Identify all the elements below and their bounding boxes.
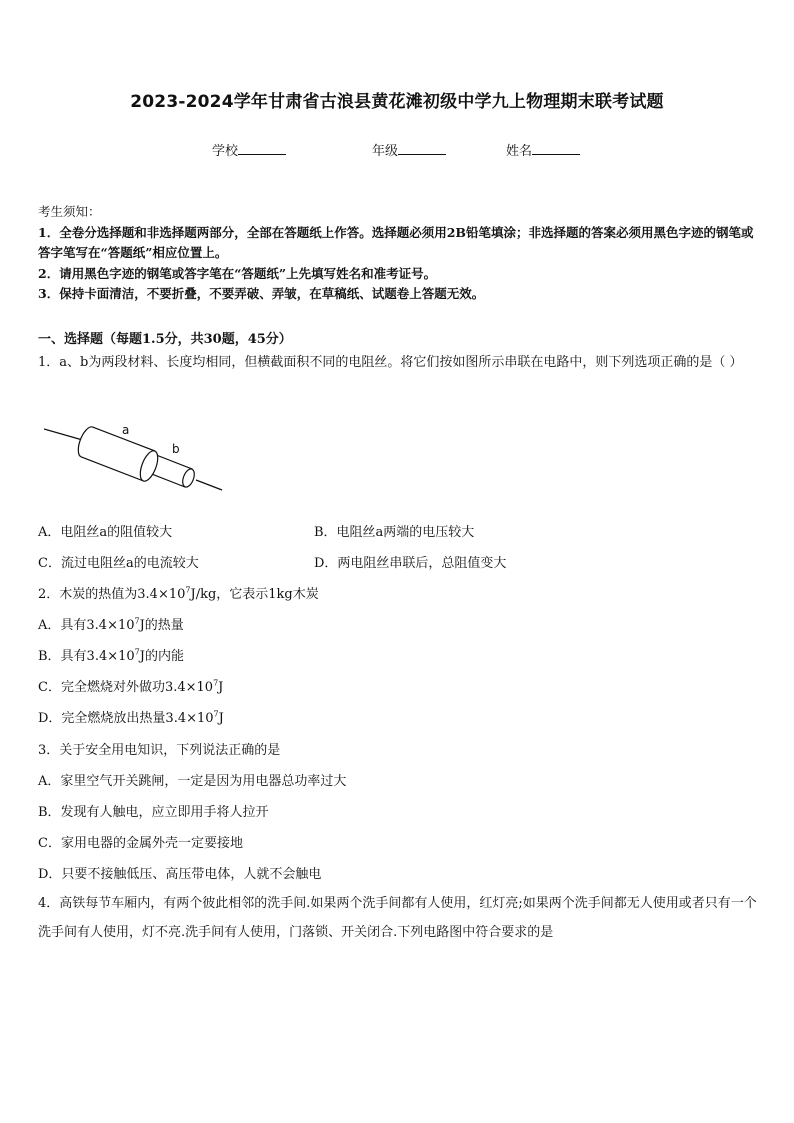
resistor-wire-figure [44,418,226,494]
notice-item: 2．请用黑色字迹的钢笔或答字笔在“答题纸”上先填写姓名和准考证号。 [38,265,437,281]
notice-item: 1．全卷分选择题和非选择题两部分，全部在答题纸上作答。选择题必须用2B铅笔填涂；非选择题的答案必须用黑色字迹的钢笔或答字笔写在“答题纸”相应位置上。 [38,224,754,260]
wire-right [196,480,222,490]
q2-stem-pre: 2．木炭的热值为3.4×10 [38,587,186,602]
name-blank [532,142,580,155]
notice-block [38,202,760,305]
q2-option-b[interactable]: B．具有$3.4\times 10^7J$的内能 [38,647,184,664]
q2-option-d[interactable]: D．完全燃烧放出热量$3.4\times 10^7J$ [38,709,224,726]
label-b: b [172,442,180,456]
q2-stem-post: J/kg，它表示1kg木炭 [190,587,319,602]
grade-label: 年级 [372,144,399,159]
q1-option-a[interactable]: A．电阻丝a的阻值较大 [38,525,173,540]
q2-stem-exp: 7 [185,585,191,595]
wire-left [44,429,86,441]
q3-option-a[interactable]: A．家里空气开关跳闸，一定是因为用电器总功率过大 [38,774,347,789]
grade-blank [398,142,446,155]
label-a: a [122,423,130,437]
page-title: 2023-2024学年甘肃省古浪县黄花滩初级中学九上物理期末联考试题 [130,92,664,112]
q1-option-c[interactable]: C．流过电阻丝a的电流较大 [38,556,199,571]
question-2-stem [38,583,319,602]
q3-option-b[interactable]: B．发现有人触电，应立即用手将人拉开 [38,805,269,820]
section-heading: 一、选择题（每题1.5分，共30题，45分） [38,332,292,347]
school-label: 学校 [212,144,239,159]
notice-heading: 考生须知： [38,204,101,219]
name-label: 姓名 [506,144,533,159]
q1-option-d[interactable]: D．两电阻丝串联后，总阻值变大 [314,556,507,571]
question-1-stem: 1．a、b为两段材料、长度均相同，但横截面积不同的电阻丝。将它们按如图所示串联在电路中，则下列选项正确的是（ ） [38,355,743,370]
thick-resistor-a [75,425,162,484]
q3-option-d[interactable]: D．只要不接触低压、高压带电体，人就不会触电 [38,867,322,882]
notice-item: 3．保持卡面清洁，不要折叠，不要弄破、弄皱，在草稿纸、试题卷上答题无效。 [38,286,485,301]
q1-option-b[interactable]: B．电阻丝a两端的电压较大 [314,525,475,540]
question-3-stem: 3．关于安全用电知识，下列说法正确的是 [38,743,281,758]
school-field [212,140,286,159]
grade-field [372,140,446,159]
q2-option-a[interactable]: A．具有$3.4\times 10^7J$的热量 [38,616,184,633]
name-field [506,140,580,159]
q3-option-c[interactable]: C．家用电器的金属外壳一定要接地 [38,836,243,851]
question-4-stem: 4．高铁每节车厢内，有两个彼此相邻的洗手间.如果两个洗手间都有人使用，红灯亮;如果两个洗手间都无人使用或者只有一个洗手间有人使用，灯不亮.洗手间有人使用，门落锁、开关闭合.下列电路图中符合要求的是 [38,896,757,940]
q2-option-c[interactable]: C．完全燃烧对外做功$3.4\times 10^7J$ [38,678,224,695]
school-blank [238,142,286,155]
